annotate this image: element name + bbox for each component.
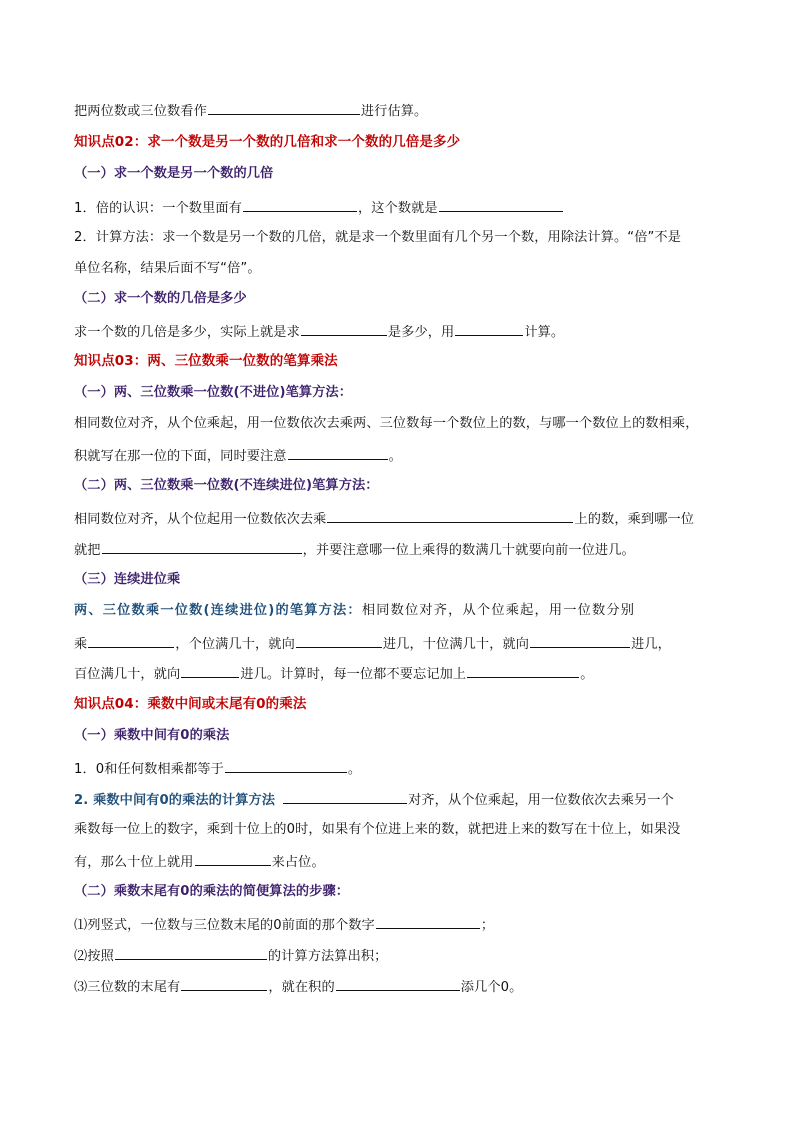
text-line: ⑵按照 的计算方法算出积； bbox=[74, 946, 387, 966]
subheading: （一）求一个数是另一个数的几倍 bbox=[74, 166, 274, 181]
text-line: 2. 乘数中间有0的乘法的计算方法 对齐，从个位乘起，用一位数依次去乘另一个 bbox=[74, 790, 674, 810]
text-line: 1．0和任何数相乘都等于 。 bbox=[74, 759, 361, 779]
fill-blank[interactable] bbox=[102, 540, 302, 554]
fill-blank[interactable] bbox=[336, 977, 460, 991]
text-line: 就把 ，并要注意哪一位上乘得的数满几十就要向前一位进几。 bbox=[74, 540, 635, 560]
fill-blank[interactable] bbox=[467, 664, 579, 678]
heading-knowledge-point-04: 知识点04：乘数中间或末尾有0的乘法 bbox=[74, 696, 307, 712]
text-line: 积就写在那一位的下面，同时要注意 。 bbox=[74, 446, 402, 466]
fill-blank[interactable] bbox=[208, 101, 360, 115]
text-line: 有，那么十位上就用 来占位。 bbox=[74, 852, 325, 872]
fill-blank[interactable] bbox=[439, 198, 563, 212]
text-line: 相同数位对齐，从个位起用一位数依次去乘 上的数，乘到哪一位 bbox=[74, 509, 694, 529]
fill-blank[interactable] bbox=[327, 509, 573, 523]
fill-blank[interactable] bbox=[288, 446, 388, 460]
subheading: （二）乘数末尾有0的乘法的简便算法的步骤： bbox=[74, 884, 350, 899]
text-line: 乘数每一位上的数字，乘到十位上的0时，如果有个位进上来的数，就把进上来的数写在十位上，如果没 bbox=[74, 822, 681, 837]
heading-knowledge-point-03: 知识点03：两、三位数乘一位数的笔算乘法 bbox=[74, 353, 338, 369]
subheading: （一）乘数中间有0的乘法 bbox=[74, 728, 230, 743]
subheading: （二）两、三位数乘一位数(不连续进位)笔算方法： bbox=[74, 478, 379, 493]
text-line: 相同数位对齐，从个位乘起，用一位数依次去乘两、三位数每一个数位上的数，与哪一个数位上的数相乘， bbox=[74, 416, 699, 431]
fill-blank[interactable] bbox=[455, 322, 523, 336]
heading-knowledge-point-02: 知识点02：求一个数是另一个数的几倍和求一个数的几倍是多少 bbox=[74, 134, 461, 150]
fill-blank[interactable] bbox=[301, 322, 387, 336]
subheading: （一）两、三位数乘一位数(不进位)笔算方法： bbox=[74, 385, 353, 400]
fill-blank[interactable] bbox=[181, 977, 267, 991]
fill-blank[interactable] bbox=[181, 664, 239, 678]
fill-blank[interactable] bbox=[115, 946, 267, 960]
fill-blank[interactable] bbox=[296, 634, 382, 648]
text-line: 2．计算方法：求一个数是另一个数的几倍，就是求一个数里面有几个另一个数，用除法计算。“倍”不是 bbox=[74, 230, 681, 245]
fill-blank[interactable] bbox=[376, 915, 480, 929]
text-line: 乘 ，个位满几十，就向 进几，十位满几十，就向 进几， bbox=[74, 634, 671, 654]
subheading: （二）求一个数的几倍是多少 bbox=[74, 291, 247, 306]
text-line: 百位满几十，就向 进几。计算时，每一位都不要忘记加上 。 bbox=[74, 664, 594, 684]
fill-blank[interactable] bbox=[195, 852, 271, 866]
fill-blank[interactable] bbox=[530, 634, 630, 648]
text-line: ⑶三位数的末尾有 ，就在积的 添几个0。 bbox=[74, 977, 522, 997]
fill-blank[interactable] bbox=[243, 198, 357, 212]
text-line: ⑴列竖式，一位数与三位数末尾的0前面的那个数字 ； bbox=[74, 915, 494, 935]
text-line: 1．倍的认识：一个数里面有 ，这个数就是 bbox=[74, 198, 564, 218]
text-line: 两、三位数乘一位数(连续进位)的笔算方法：相同数位对齐，从个位乘起，用一位数分别 bbox=[74, 603, 636, 618]
text-line: 单位名称，结果后面不写“倍”。 bbox=[74, 261, 261, 276]
text-line: 求一个数的几倍是多少，实际上就是求 是多少，用 计算。 bbox=[74, 322, 564, 342]
fill-blank[interactable] bbox=[225, 759, 347, 773]
fill-blank[interactable] bbox=[88, 634, 174, 648]
text-line: 把两位数或三位数看作 进行估算。 bbox=[74, 101, 427, 121]
fill-blank[interactable] bbox=[283, 790, 407, 804]
subheading: （三）连续进位乘 bbox=[74, 572, 181, 587]
